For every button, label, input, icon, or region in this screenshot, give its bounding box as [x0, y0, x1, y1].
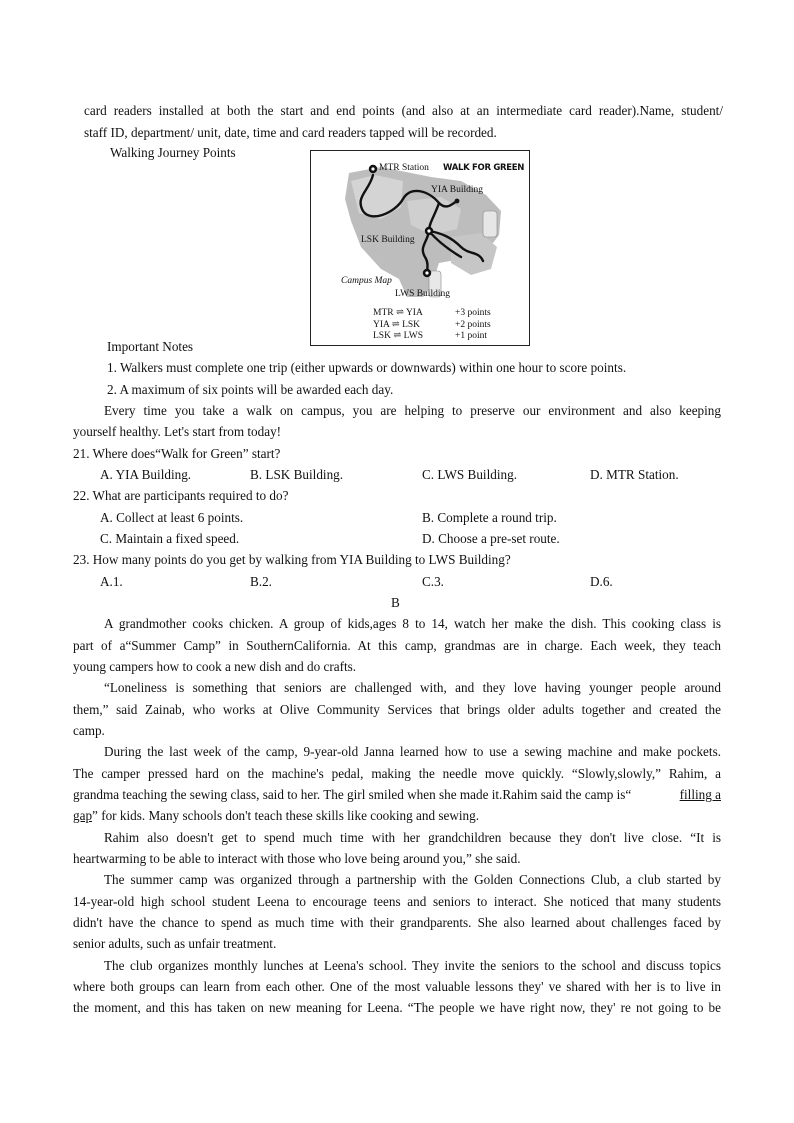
- legend-points: +2 points: [455, 320, 491, 330]
- passage-line: senior adults, such as unfair treatment.: [73, 936, 277, 951]
- building-shape: [483, 211, 497, 237]
- passage-text: ” for kids. Many schools don't teach these skills like cooking and sewing.: [92, 808, 479, 823]
- map-label-mtr: MTR Station: [379, 163, 429, 173]
- passage-line: The summer camp was organized through a partnership with the Golden Connections Club, a club started by: [104, 872, 721, 887]
- legend-points: +1 point: [455, 331, 488, 341]
- legend-points: +3 points: [455, 308, 491, 318]
- answer-option: C. Maintain a fixed speed.: [100, 531, 240, 546]
- passage-line: The club organizes monthly lunches at Leena's school. They invite the seniors to the school and discuss topics: [104, 958, 721, 973]
- answer-option: C. LWS Building.: [422, 467, 518, 482]
- passage-line: A grandmother cooks chicken. A group of kids,ages 8 to 14, watch her make the dish. This cooking class is: [104, 616, 721, 631]
- intro-line-1: card readers installed at both the start and end points (and also at an intermediate card reader).Name, student/: [84, 103, 723, 118]
- answer-option: D.6.: [590, 574, 613, 589]
- legend-route: MTR ⇌ YIA: [373, 308, 423, 318]
- passage-text: grandma teaching the sewing class, said to her. The girl smiled when she made it.Rahim said the camp is“: [73, 787, 632, 802]
- underlined-phrase: gap: [73, 808, 93, 823]
- note-item: 1. Walkers must complete one trip (either upwards or downwards) within one hour to score points.: [107, 360, 627, 375]
- closing-line-1: Every time you take a walk on campus, you are helping to preserve our environment and also keeping: [104, 403, 721, 418]
- map-title: WALK FOR GREEN: [443, 163, 525, 173]
- map-label-lsk: LSK Building: [361, 235, 415, 245]
- question-stem: 21. Where does“Walk for Green” start?: [73, 446, 281, 461]
- passage-line: [73, 787, 721, 803]
- map-label-yia: YIA Building: [431, 185, 483, 195]
- passage-line: part of a“Summer Camp” in SouthernCalifornia. At this camp, grandmas are in charge. Each week, they teach: [73, 638, 721, 653]
- yia-pin-icon: [455, 199, 460, 204]
- passage-line: them,” said Zainab, who works at Olive Community Services that brings older adults together and created the: [73, 702, 721, 717]
- map-label-lws: LWS Building: [395, 289, 450, 299]
- section-heading: Walking Journey Points: [110, 145, 236, 160]
- map-label-campus: Campus Map: [341, 276, 392, 286]
- answer-option: B. Complete a round trip.: [422, 510, 557, 525]
- passage-line: 14-year-old high school student Leena to encourage teens and seniors to interact. She noticed that many students: [73, 894, 721, 909]
- passage-line: young campers how to cook a new dish and do crafts.: [73, 659, 357, 674]
- passage-line: [73, 808, 479, 824]
- legend-route: LSK ⇌ LWS: [373, 331, 424, 341]
- question-stem: 22. What are participants required to do?: [73, 488, 289, 503]
- underlined-phrase: filling a: [679, 787, 721, 802]
- answer-option: C.3.: [422, 574, 444, 589]
- question-stem: 23. How many points do you get by walking from YIA Building to LWS Building?: [73, 552, 511, 567]
- legend-row: [373, 320, 491, 331]
- legend-row: [373, 331, 488, 342]
- passage-line: Rahim also doesn't get to spend much time with her grandchildren because they don't live close. “It is: [104, 830, 721, 845]
- closing-line-2: yourself healthy. Let's start from today!: [73, 424, 282, 439]
- notes-heading: Important Notes: [107, 339, 194, 354]
- passage-line: didn't have the chance to spend as much time with their grandparents. She also learned about challenges faced by: [73, 915, 721, 930]
- intro-line-2: staff ID, department/ unit, date, time and card readers tapped will be recorded.: [84, 125, 497, 140]
- note-item: 2. A maximum of six points will be awarded each day.: [107, 382, 394, 397]
- passage-line: During the last week of the camp, 9-year-old Janna learned how to use a sewing machine and make pockets.: [104, 744, 721, 759]
- answer-option: D. MTR Station.: [590, 467, 679, 482]
- passage-label: B: [391, 595, 400, 610]
- passage-line: heartwarming to be able to interact with those who love being around you,” she said.: [73, 851, 521, 866]
- answer-option: D. Choose a pre-set route.: [422, 531, 560, 546]
- passage-line: “Loneliness is something that seniors are challenged with, and they love having younger people around: [104, 680, 721, 695]
- passage-line: the moment, and this has taken on new meaning for Leena. “The people we have right now, they' re not going to be: [73, 1000, 721, 1015]
- legend-row: [373, 308, 491, 319]
- legend-route: YIA ⇌ LSK: [373, 320, 421, 330]
- passage-line: camp.: [73, 723, 105, 738]
- answer-option: B.2.: [250, 574, 272, 589]
- answer-option: A.1.: [100, 574, 123, 589]
- passage-line: where both groups can learn from each other. One of the most valuable lessons they' ve shared with her is to live in: [73, 979, 721, 994]
- answer-option: A. YIA Building.: [100, 467, 192, 482]
- answer-option: A. Collect at least 6 points.: [100, 510, 244, 525]
- campus-map-figure: [310, 150, 530, 346]
- passage-line: The camper pressed hard on the machine's pedal, making the needle move quickly. “Slowly,slowly,” Rahim, a: [73, 766, 721, 781]
- answer-option: B. LSK Building.: [250, 467, 344, 482]
